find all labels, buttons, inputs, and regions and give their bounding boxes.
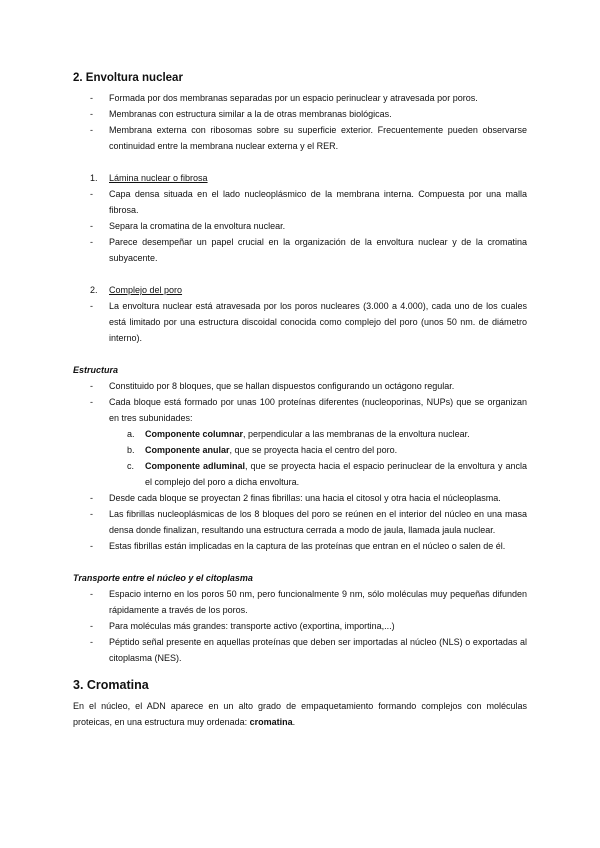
bullet-item: - Parece desempeñar un papel crucial en la organización de la envoltura nuclear y de la cromatina subyacente.: [73, 234, 527, 266]
estructura-bullets-after: [73, 490, 527, 554]
bullet-item: - Membrana externa con ribosomas sobre su superficie exterior. Frecuentemente pueden observarse continuidad entre la membrana nuclear externa y el RER.: [73, 122, 527, 154]
lamina-bullets: [73, 186, 527, 266]
poro-bullets: [73, 298, 527, 346]
paragraph-end: .: [292, 717, 296, 727]
bullet-item: - Espacio interno en los poros 50 nm, pero funcionalmente 9 nm, sólo moléculas muy pequeñas difunden rápidamente a través de los poros.: [73, 586, 527, 618]
subsection-number: 1.: [90, 173, 98, 183]
paragraph-text: En el núcleo, el ADN aparece en un alto grado de empaquetamiento formando complejos con moléculas proteicas, en una estructura muy ordenada:: [73, 701, 527, 727]
bullet-item: - Desde cada bloque se proyectan 2 finas fibrillas: una hacia el citosol y otra hacia el núcleoplasma.: [73, 490, 527, 506]
bullet-item: - Para moléculas más grandes: transporte activo (exportina, importina,...): [73, 618, 527, 634]
bullet-item: - Constituido por 8 bloques, que se hallan dispuestos configurando un octágono regular.: [73, 378, 527, 394]
bullet-item: - Cada bloque está formado por unas 100 proteínas diferentes (nucleoporinas, NUPs) que se organizan en tres subunidades:: [73, 394, 527, 426]
component-letter: a.: [127, 429, 135, 439]
section-title-cromatina: 3. Cromatina: [73, 678, 149, 692]
bullet-item: - Separa la cromatina de la envoltura nuclear.: [73, 218, 527, 234]
transporte-title: Transporte entre el núcleo y el citoplasma: [73, 573, 253, 583]
component-desc: , perpendicular a las membranas de la envoltura nuclear.: [243, 429, 470, 439]
subsection-lamina: [73, 170, 527, 186]
subsection-title: Complejo del poro: [109, 285, 183, 295]
subsection-number: 2.: [90, 285, 98, 295]
subsection-poro: [73, 282, 527, 298]
componentes-list: [73, 426, 527, 490]
bullet-item: - Formada por dos membranas separadas por un espacio perinuclear y atravesada por poros.: [73, 90, 527, 106]
paragraph-bold-term: cromatina: [249, 717, 293, 727]
document-content: [73, 72, 527, 730]
bullet-item: - Las fibrillas nucleoplásmicas de los 8 bloques del poro se reúnen en el interior del núcleo en una masa densa donde finalizan, resultando una estructura cerrada a modo de jaula, llamada jaula nuclear.: [73, 506, 527, 538]
envoltura-bullets: [73, 90, 527, 154]
component-item: [73, 458, 527, 490]
component-name: Componente adluminal: [145, 461, 246, 471]
transporte-bullets: [73, 586, 527, 666]
estructura-title: Estructura: [73, 365, 119, 375]
estructura-bullets: [73, 378, 527, 426]
subsection-title: Lámina nuclear o fibrosa: [109, 173, 208, 183]
component-name: Componente anular: [145, 445, 230, 455]
component-letter: b.: [127, 445, 135, 455]
bullet-item: - Membranas con estructura similar a la de otras membranas biológicas.: [73, 106, 527, 122]
bullet-item: - Estas fibrillas están implicadas en la captura de las proteínas que entran en el núcleo o salen de él.: [73, 538, 527, 554]
component-letter: c.: [127, 461, 135, 471]
component-desc: , que se proyecta hacia el centro del poro.: [229, 445, 398, 455]
component-desc: , que se proyecta hacia el espacio perinuclear de la envoltura y ancla el complejo del poro a dicha envoltura.: [145, 461, 527, 487]
component-item: [73, 426, 527, 442]
bullet-item: - La envoltura nuclear está atravesada por los poros nucleares (3.000 a 4.000), cada uno de los cuales está limitado por una estructura discoidal conocida como complejo del poro (unos 50 nm. de diámetro interno).: [73, 298, 527, 346]
component-item: [73, 442, 527, 458]
bullet-item: - Péptido señal presente en aquellas proteínas que deben ser importadas al núcleo (NLS) o exportadas al citoplasma (NES).: [73, 634, 527, 666]
bullet-item: - Capa densa situada en el lado nucleoplásmico de la membrana interna. Compuesta por una malla fibrosa.: [73, 186, 527, 218]
component-name: Componente columnar: [145, 429, 244, 439]
cromatina-paragraph: [73, 698, 527, 730]
section-title-envoltura: 2. Envoltura nuclear: [73, 72, 183, 84]
